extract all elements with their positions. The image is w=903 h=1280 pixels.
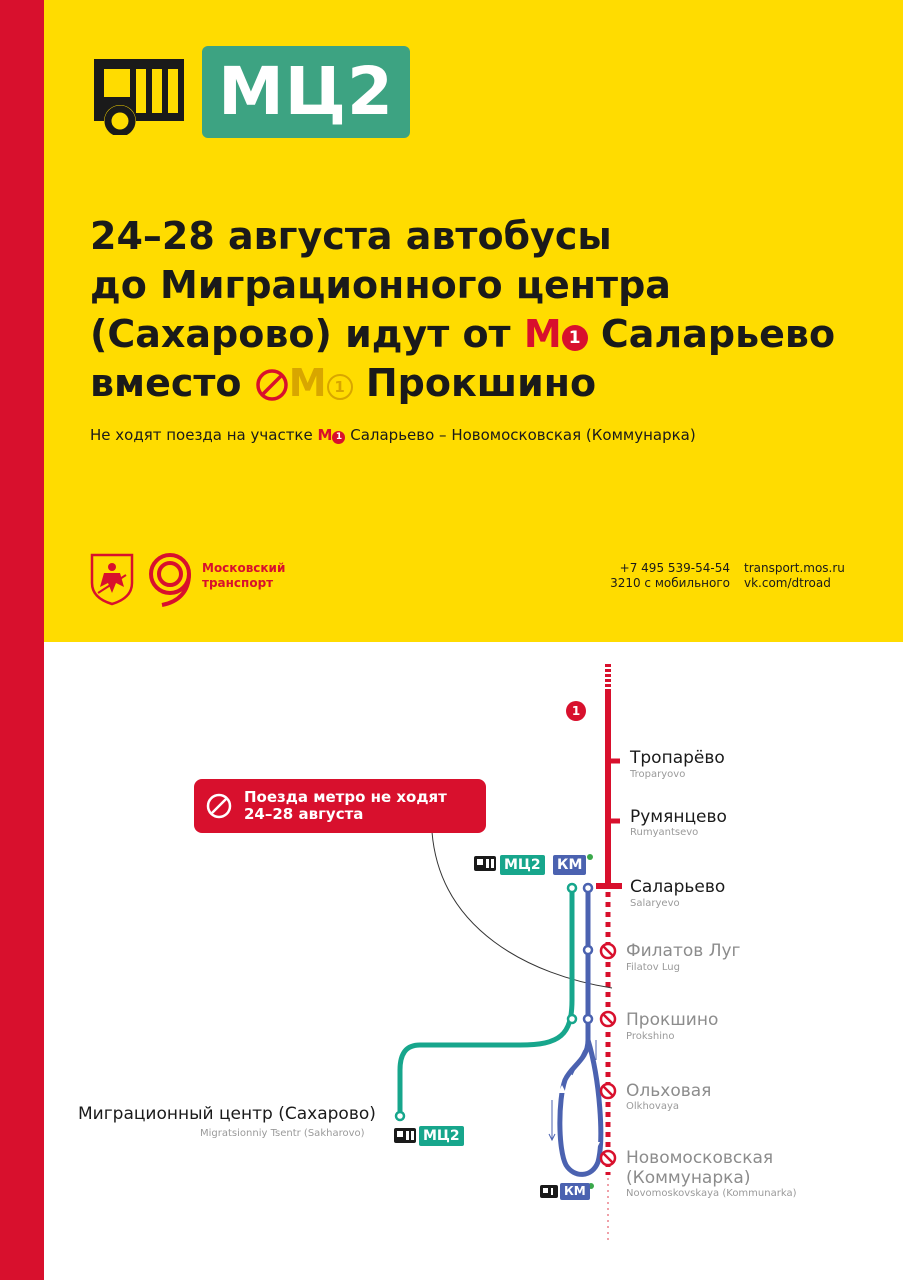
km-tag-top: КМ [553, 855, 586, 875]
closure-notice [194, 779, 486, 833]
brand-name [202, 561, 285, 591]
headline-line-1: 24–28 августа автобусы [90, 214, 612, 258]
website-link[interactable]: transport.mos.ru [744, 561, 845, 575]
notice-line-2: 24–28 августа [244, 805, 364, 823]
closure-subline [90, 426, 696, 444]
moscow-coat-of-arms-icon [90, 553, 134, 606]
migration-center-label: Миграционный центр (Сахарово) [78, 1104, 376, 1124]
headline [90, 212, 870, 408]
headline-line-4 [90, 359, 870, 408]
station-salaryevo: Саларьево [630, 877, 726, 897]
route-map [0, 642, 903, 1280]
mc2-badge: МЦ2 [202, 46, 410, 138]
station-filatov-lug: Филатов Луг [626, 941, 741, 961]
station-prokshino: Прокшино [626, 1010, 719, 1030]
subline-text-b: Саларьево – Новомосковская (Коммунарка) [350, 426, 696, 444]
station-filatov-lug-translit: Filatov Lug [626, 962, 680, 973]
station-salaryevo-translit: Salaryevo [630, 898, 680, 909]
phone-number[interactable]: +7 495 539-54-54 [619, 561, 730, 575]
subline-text-a: Не ходят поезда на участке [90, 426, 313, 444]
no-entry-white-icon [205, 792, 233, 820]
km-tag-bottom: КМ [560, 1183, 590, 1200]
metro-closed-icon: М [288, 361, 327, 405]
station-troparyovo: Тропарёво [630, 748, 725, 768]
headline-line-2: до Миграционного центра [90, 263, 671, 307]
mc2-route [400, 888, 572, 1115]
headline-line-3b: Саларьево [600, 312, 836, 356]
station-olkhovaya: Ольховая [626, 1081, 712, 1101]
line-1-badge: 1 [566, 701, 586, 721]
line-1-icon: 1 [562, 325, 588, 351]
metro-small-icon: М [317, 426, 333, 444]
web-block [744, 561, 845, 591]
brand-line-2: транспорт [202, 576, 274, 590]
short-number: 3210 с мобильного [610, 576, 730, 590]
headline-line-3 [90, 310, 870, 359]
no-entry-icon [255, 368, 289, 402]
mc2-tag-bottom: МЦ2 [419, 1126, 464, 1146]
mc2-tag-top: МЦ2 [500, 855, 545, 875]
notice-line-1: Поезда метро не ходят [244, 788, 447, 806]
phone-block [580, 561, 730, 591]
vk-link[interactable]: vk.com/dtroad [744, 576, 831, 590]
station-novomoskovskaya-translit: Novomoskovskaya (Kommunarka) [626, 1188, 797, 1199]
metro-icon: М [523, 312, 562, 356]
headline-line-4b: Прокшино [365, 361, 597, 405]
station-novomoskovskaya-line-2: (Коммунарка) [626, 1168, 751, 1188]
line-1-closed-icon: 1 [327, 374, 353, 400]
bus-icon [90, 55, 190, 135]
station-olkhovaya-translit: Olkhovaya [626, 1101, 679, 1112]
station-novomoskovskaya: Новомосковская [626, 1148, 774, 1168]
station-rumyantsevo-translit: Rumyantsevo [630, 827, 699, 838]
station-troparyovo-translit: Troparyovo [630, 769, 686, 780]
migration-center-translit: Migratsionniy Tsentr (Sakharovo) [200, 1128, 365, 1139]
small-bus-icon [394, 856, 558, 1198]
brand-line-1: Московский [202, 561, 286, 575]
moscow-transport-logo-icon [146, 552, 194, 608]
station-prokshino-translit: Prokshino [626, 1031, 675, 1042]
headline-line-3a: (Сахарово) идут от [90, 312, 511, 356]
headline-line-4a: вместо [90, 361, 242, 405]
line-1-small-icon: 1 [332, 431, 345, 444]
station-rumyantsevo: Румянцево [630, 807, 727, 827]
